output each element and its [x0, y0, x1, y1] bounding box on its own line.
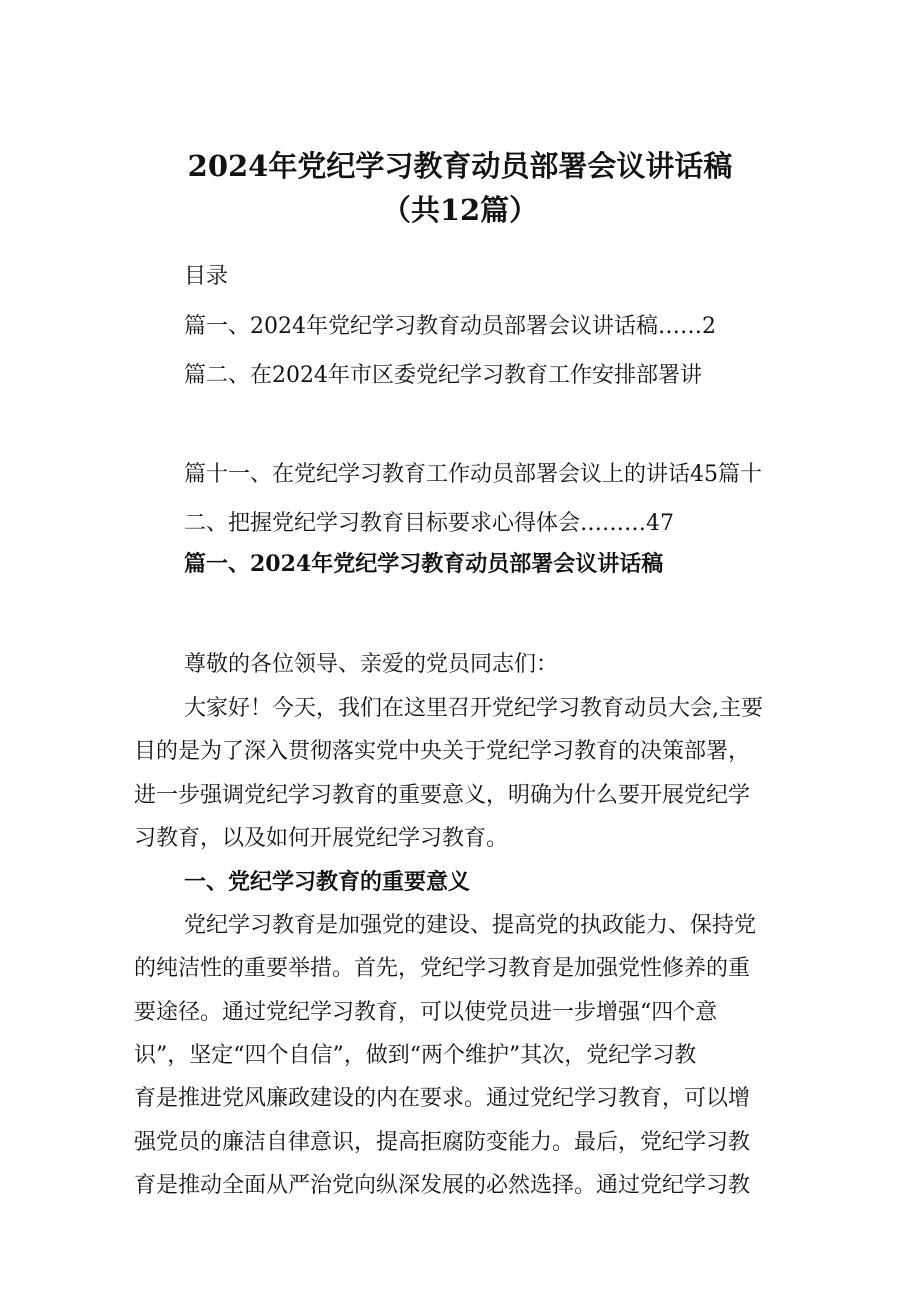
paragraph-line: 的纯洁性的重要举措。首先，党纪学习教育是加强党性修养的重 [134, 956, 751, 981]
paragraph-line: 要途径。通过党纪学习教育，可以使党员进一步增强“四个意 [134, 1000, 718, 1025]
toc-entry: 篇二、在2024年市区委党纪学习教育工作安排部署讲 [184, 363, 702, 388]
paragraph-line: 党纪学习教育是加强党的建设、提高党的执政能力、保持党 [184, 913, 757, 938]
subheading: 一、党纪学习教育的重要意义 [184, 869, 471, 895]
toc-entry: 篇十一、在党纪学习教育工作动员部署会议上的讲话45篇十 [184, 462, 762, 487]
paragraph-line: 强党员的廉洁自律意识，提高拒腐防变能力。最后，党纪学习教 [134, 1130, 751, 1155]
paragraph-line: 目的是为了深入贯彻落实党中央关于党纪学习教育的决策部署， [134, 739, 751, 764]
section-heading: 篇一、2024年党纪学习教育动员部署会议讲话稿 [184, 551, 664, 577]
paragraph-line: 育是推动全面从严治党向纵深发展的必然选择。通过党纪学习教 [134, 1173, 751, 1198]
paragraph-line: 习教育，以及如何开展党纪学习教育。 [134, 826, 509, 851]
toc-entry: 二、把握党纪学习教育目标要求心得体会………47 [184, 511, 674, 536]
toc-label: 目录 [184, 264, 229, 289]
greeting: 尊敬的各位领导、亲爱的党员同志们： [184, 652, 559, 677]
document-title: 2024年党纪学习教育动员部署会议讲话稿 [187, 149, 733, 183]
document-subtitle: （共12篇） [381, 193, 539, 227]
paragraph-line: 育是推进党风廉政建设的内在要求。通过党纪学习教育，可以增 [134, 1086, 751, 1111]
paragraph-line: 大家好！今天，我们在这里召开党纪学习教育动员大会,主要 [184, 696, 763, 721]
paragraph-line: 进一步强调党纪学习教育的重要意义，明确为什么要开展党纪学 [134, 783, 751, 808]
paragraph-line: 识”，坚定“四个自信”，做到“两个维护”其次，党纪学习教 [134, 1043, 697, 1068]
toc-entry: 篇一、2024年党纪学习教育动员部署会议讲话稿……2 [184, 314, 716, 339]
